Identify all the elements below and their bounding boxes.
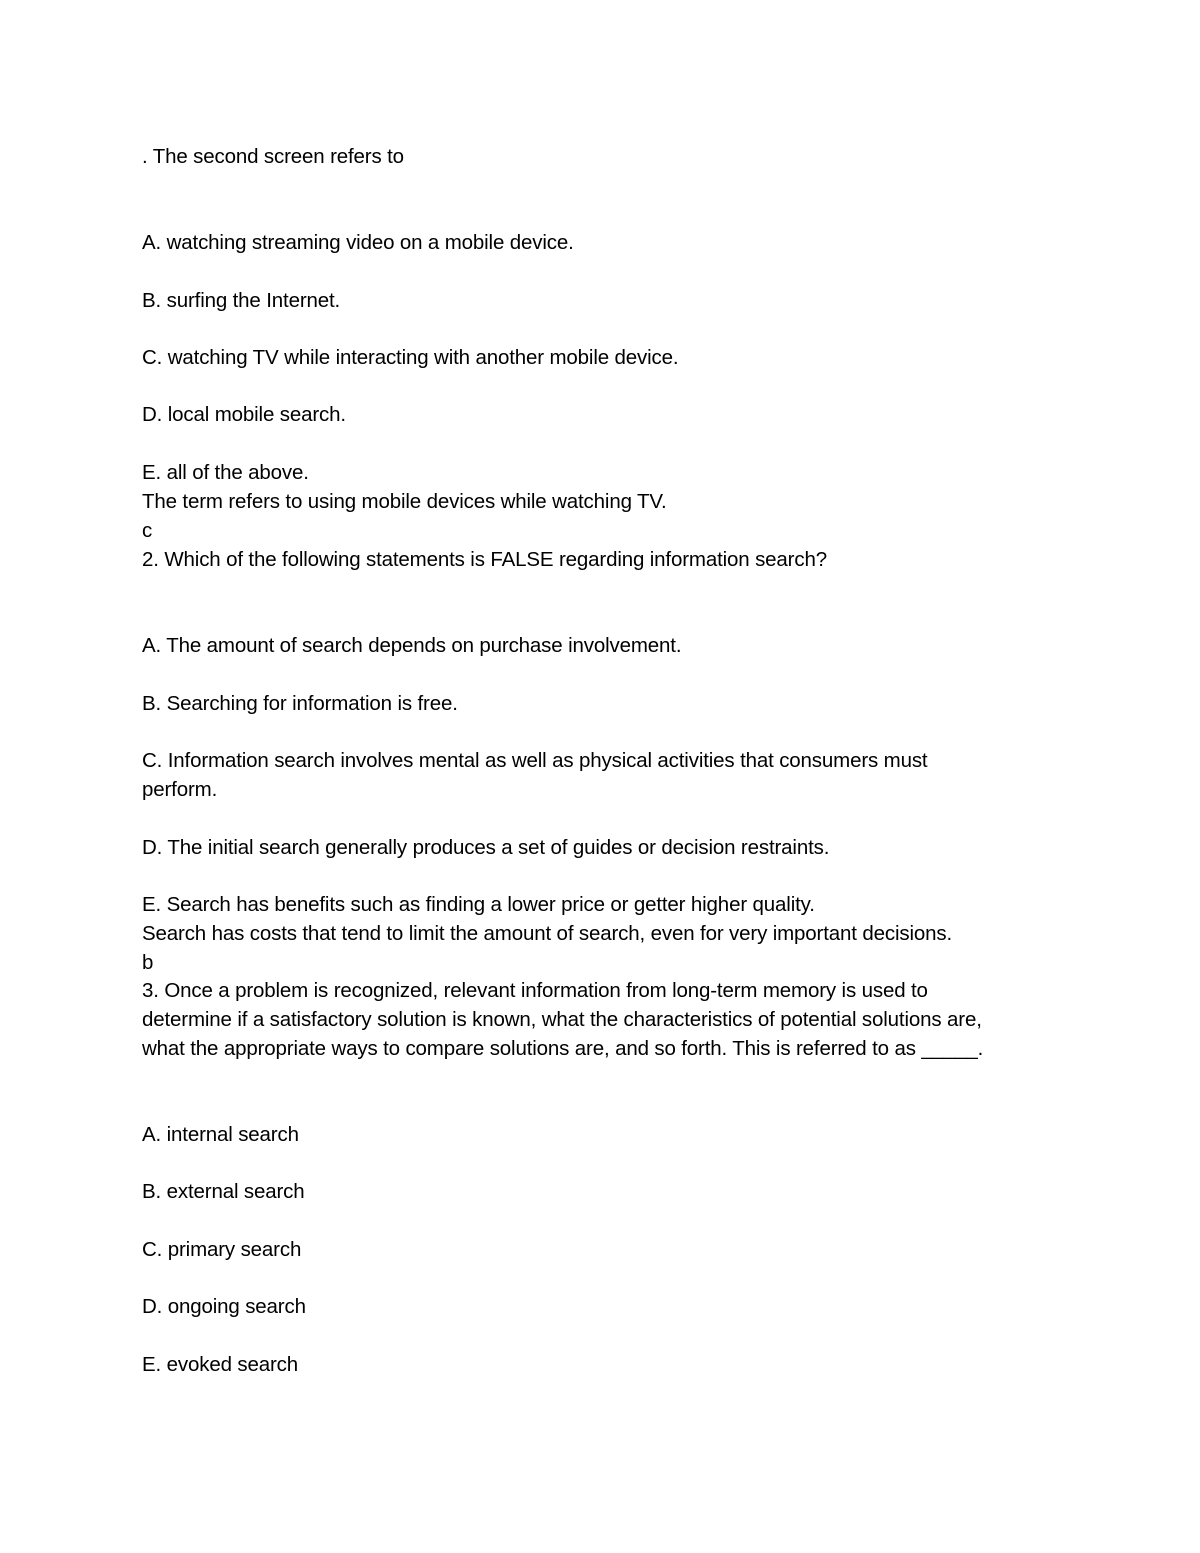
question-2-option-b: B. Searching for information is free. [142,692,458,715]
question-3-text-line-2: determine if a satisfactory solution is known, what the characteristics of potential solutions are, [142,1008,982,1031]
question-1-option-d: D. local mobile search. [142,403,346,426]
question-1-option-b: B. surfing the Internet. [142,289,341,312]
question-3-option-a: A. internal search [142,1123,299,1146]
question-1-option-c: C. watching TV while interacting with another mobile device. [142,346,679,369]
question-2-option-c: C. Information search involves mental as well as physical activities that consumers must [142,749,928,772]
question-1-option-e: E. all of the above. [142,461,309,484]
question-3-option-e: E. evoked search [142,1353,298,1376]
question-2-option-e: E. Search has benefits such as finding a lower price or getter higher quality. [142,893,815,916]
question-3-text-line-1: 3. Once a problem is recognized, relevant information from long-term memory is used to [142,979,928,1002]
question-1-option-a: A. watching streaming video on a mobile device. [142,231,574,254]
question-2-text: 2. Which of the following statements is FALSE regarding information search? [142,548,827,571]
question-3-option-c: C. primary search [142,1238,302,1261]
question-2-explanation: Search has costs that tend to limit the amount of search, even for very important decisions. [142,922,953,945]
question-3-text-line-3: what the appropriate ways to compare solutions are, and so forth. This is referred to as _____. [142,1037,984,1060]
question-1-answer: c [142,519,153,542]
question-2-answer: b [142,951,154,974]
question-1-text: . The second screen refers to [142,145,404,168]
question-2-option-d: D. The initial search generally produces a set of guides or decision restraints. [142,836,830,859]
question-2-option-c-continued: perform. [142,778,218,801]
question-3-option-d: D. ongoing search [142,1295,306,1318]
question-3-option-b: B. external search [142,1180,305,1203]
question-2-option-a: A. The amount of search depends on purchase involvement. [142,634,682,657]
question-1-explanation: The term refers to using mobile devices while watching TV. [142,490,667,513]
